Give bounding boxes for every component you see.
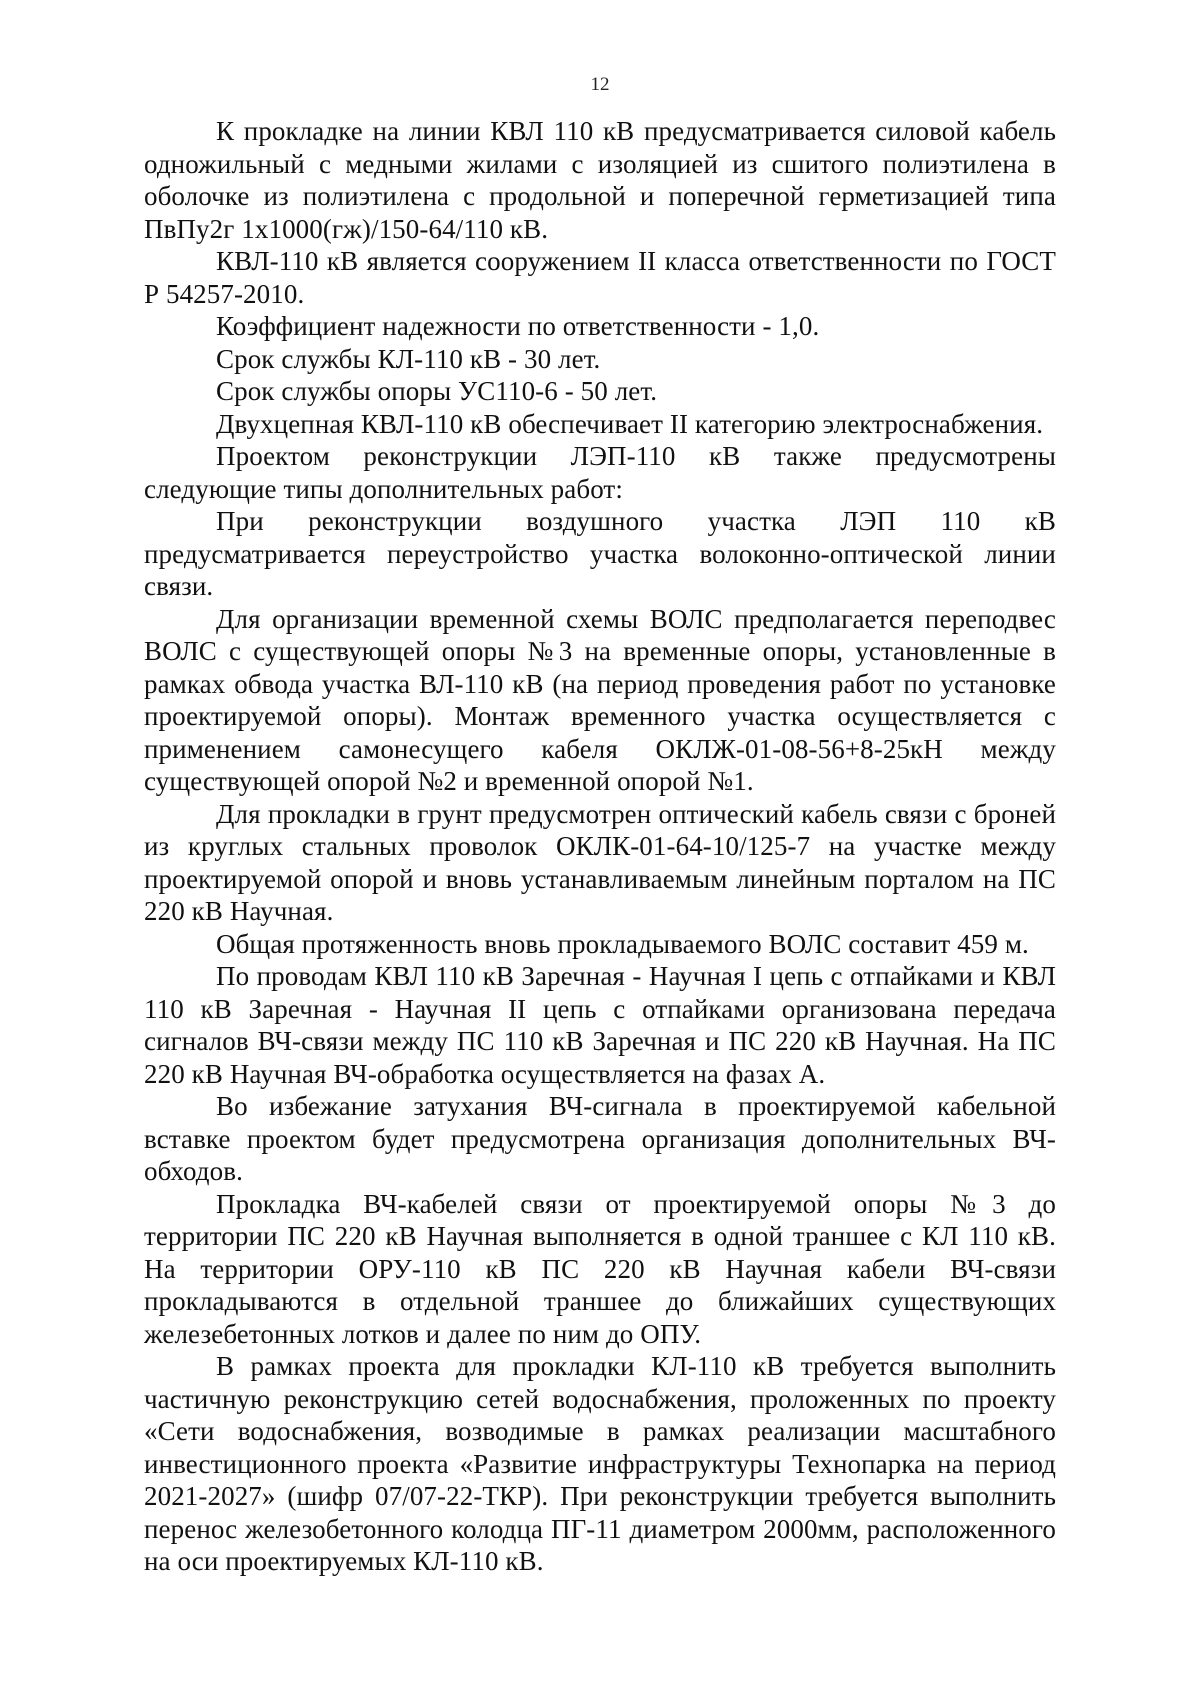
paragraph-fiber-length: Общая протяженность вновь прокладываемого ВОЛС составит 459 м.: [216, 928, 1029, 959]
document-body: [144, 115, 1056, 1578]
paragraph-reliability-coefficient: Коэффициент надежности по ответственности - 1,0.: [216, 311, 820, 341]
paragraph-fiber-rearrangement: При реконструкции воздушного участка ЛЭП 110 кВ предусматривается переустройство участка волоконно-оптической линии связи.: [144, 506, 1056, 601]
paragraph-hf-signal-transmission: По проводам КВЛ 110 кВ Заречная - Научная I цепь с отпайками и КВЛ 110 кВ Заречная - Научная II цепь с отпайками организована передача сигналов ВЧ-связи между ПС 110 кВ Заречная и ПС 220 кВ Научная. На ПС 220 кВ Научная ВЧ-обработка осуществляется на фазах А.: [144, 961, 1056, 1089]
paragraph-hf-bypasses: Во избежание затухания ВЧ-сигнала в проектируемой кабельной вставке проектом будет предусмотрена организация дополнительных ВЧ-обходов.: [144, 1091, 1056, 1186]
paragraph-temporary-fiber-scheme: Для организации временной схемы ВОЛС предполагается переподвес ВОЛС с существующей опоры №3 на временные опоры, установленные в рамках обвода участка ВЛ-110 кВ (на период проведения работ по установке проектируемой опоры). Монтаж временного участка осуществляется с применением самонесущего кабеля ОКЛЖ-01-08-56+8-25кН между существующей опорой №2 и временной опорой №1.: [144, 603, 1056, 796]
paragraph-cable-description: К прокладке на линии КВЛ 110 кВ предусматривается силовой кабель одножильный с медными жилами с изоляцией из сшитого полиэтилена в оболочке из полиэтилена с продольной и поперечной герметизацией типа ПвПу2г 1х1000(гж)/150-64/110 кВ.: [144, 116, 1056, 244]
paragraph-water-network-reconstruction: В рамках проекта для прокладки КЛ-110 кВ требуется выполнить частичную реконструкцию сетей водоснабжения, проложенных по проекту «Сети водоснабжения, возводимые в рамках реализации масштабного инвестиционного проекта «Развитие инфраструктуры Технопарка на период 2021-2027» (шифр 07/07-22-ТКР). При реконструкции требуется выполнить перенос железобетонного колодца ПГ-11 диаметром 2000мм, расположенного на оси проектируемых КЛ-110 кВ.: [144, 1351, 1056, 1576]
paragraph-power-supply-category: Двухцепная КВЛ-110 кВ обеспечивает II категорию электроснабжения.: [216, 408, 1044, 439]
paragraph-support-service-life: Срок службы опоры УС110-6 - 50 лет.: [216, 376, 658, 406]
paragraph-cable-service-life: Срок службы КЛ-110 кВ - 30 лет.: [216, 343, 601, 374]
paragraph-responsibility-class: КВЛ-110 кВ является сооружением II класса ответственности по ГОСТ Р 54257-2010.: [144, 246, 1056, 309]
page-number: 12: [590, 74, 610, 95]
paragraph-ground-fiber-cable: Для прокладки в грунт предусмотрен оптический кабель связи с броней из круглых стальных проволок ОКЛК-01-64-10/125-7 на участке между проектируемой опорой и вновь устанавливаемым линейным порталом на ПС 220 кВ Научная.: [144, 798, 1056, 926]
paragraph-hf-cable-laying: Прокладка ВЧ-кабелей связи от проектируемой опоры №3 до территории ПС 220 кВ Научная выполняется в одной траншее с КЛ 110 кВ. На территории ОРУ-110 кВ ПС 220 кВ Научная кабели ВЧ-связи прокладываются в отдельной траншее до ближайших существующих железебетонных лотков и далее по ним до ОПУ.: [144, 1188, 1056, 1349]
paragraph-additional-works: Проектом реконструкции ЛЭП-110 кВ также предусмотрены следующие типы дополнительных работ:: [144, 441, 1056, 504]
